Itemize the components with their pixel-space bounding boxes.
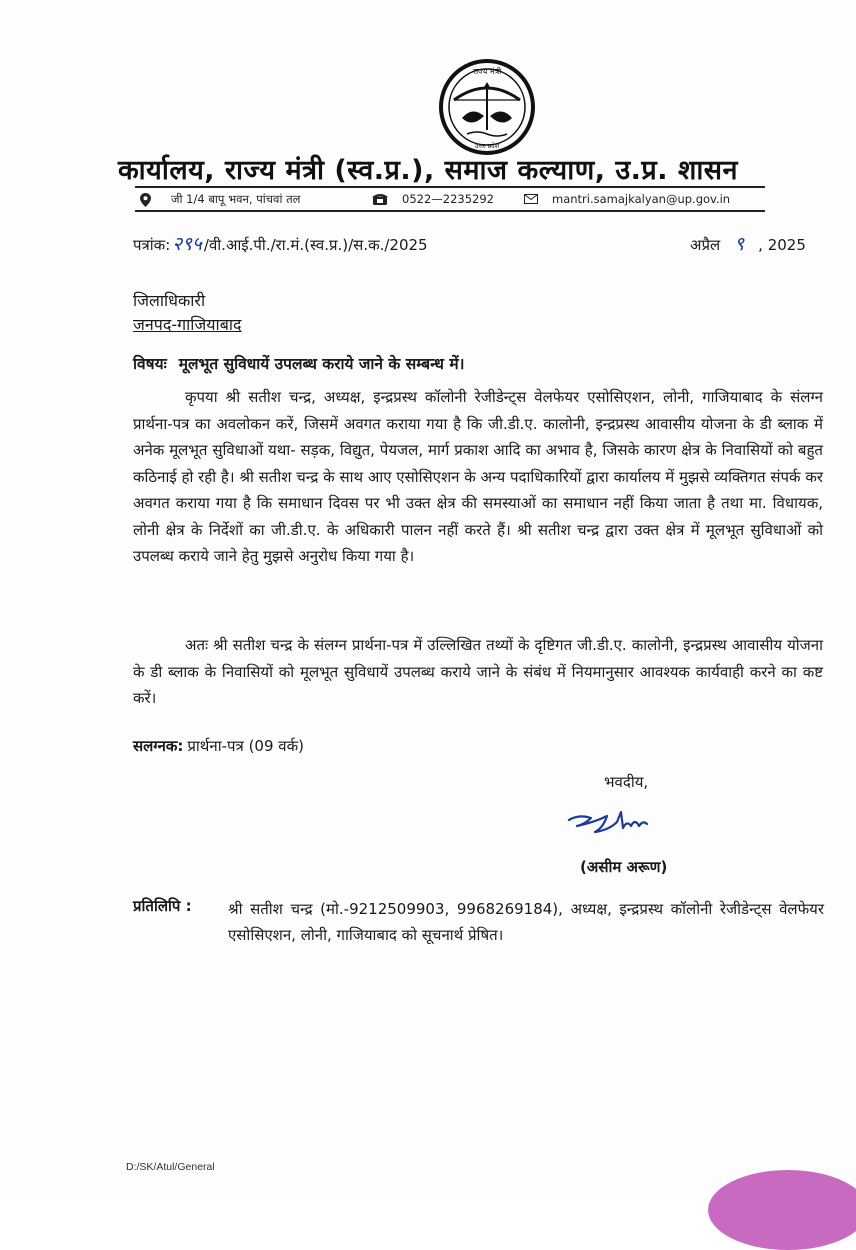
ref-suffix: /वी.आई.पी./रा.मं.(स्व.प्र.)/स.क./2025 — [203, 236, 428, 254]
office-email: mantri.samajkalyan@up.gov.in — [552, 192, 731, 206]
addressee-district: जनपद-गाजियाबाद — [133, 315, 242, 334]
address-item — [140, 192, 300, 207]
enclosure-label: सलग्नक: — [133, 737, 184, 755]
addressee-title: जिलाधिकारी — [133, 291, 206, 310]
handwritten-signature — [565, 800, 695, 840]
reference-number — [133, 230, 428, 256]
phone-item — [372, 192, 494, 206]
office-phone: 0522—2235292 — [402, 192, 494, 206]
ref-handwritten-number: २९५ — [172, 233, 202, 255]
telephone-icon — [372, 193, 388, 205]
email-item — [524, 192, 730, 206]
date-month: अप्रैल — [690, 236, 721, 254]
body-paragraph-1: कृपया श्री सतीश चन्द्र, अध्यक्ष, इन्द्रप्रस्थ कॉलोनी रेजीडेन्ट्स वेलफेयर एसोसिएशन, लोनी, गाजियाबाद के संलग्न प्रार्थना-पत्र का अवलोकन करें, जिसमें अवगत कराया गया है कि जी.डी.ए. कालोनी, इन्द्रप्रस्थ आवासीय योजना के डी ब्लाक में अनेक मूलभूत सुविधाओं यथा- सड़क, विद्युत, पेयजल, मार्ग प्रकाश आदि का अभाव है, जिसके कारण क्षेत्र के निवासियों को बहुत कठिनाई हो रही है। श्री सतीश चन्द्र के साथ आए एसोसिएशन के अन्य पदाधिकारियों द्वारा कार्यालय में मुझसे व्यक्तिगत संपर्क कर अवगत कराया गया है कि समाधान दिवस पर भी उक्त क्षेत्र की समस्याओं का समाधान नहीं किया जाता है तथा मा. विधायक, लोनी क्षेत्र के निर्देशों का जी.डी.ए. के अधिकारी पालन नहीं करते हैं। श्री सतीश चन्द्र द्वारा उक्त क्षेत्र में मूलभूत सुविधाओं को उपलब्ध कराये जाने हेतु मुझसे अनुरोध किया गया है। — [133, 388, 823, 565]
emblem-bottom-text: उत्तर प्रदेश — [474, 142, 500, 150]
office-address: जी 1/4 बापू भवन, पांचवां तल — [171, 192, 301, 206]
ref-label: पत्रांक: — [133, 236, 171, 254]
date-day-handwritten: ९ — [734, 233, 745, 255]
emblem-top-text: राज्य मंत्री — [472, 67, 502, 76]
date-year: , 2025 — [758, 236, 806, 254]
subject-line — [133, 352, 464, 374]
copy-recipient-text: श्री सतीश चन्द्र (मो.-9212509903, 9968269184), अध्यक्ष, इन्द्रप्रस्थ कॉलोनी रेजीडेन्ट्स वेलफेयर एसोसिएशन, लोनी, गाजियाबाद को सूचनार्थ प्रेषित। — [228, 900, 824, 944]
header-bottom-rule — [135, 210, 765, 212]
enclosure-line — [133, 736, 304, 756]
closing-salutation: भवदीय, — [604, 773, 649, 791]
location-pin-icon — [140, 193, 151, 207]
letter-date — [690, 230, 806, 256]
contact-bar — [140, 190, 765, 210]
header-top-rule — [135, 186, 765, 188]
signatory-name: (असीम अरूण) — [580, 858, 668, 876]
envelope-icon — [524, 194, 538, 204]
file-path-footer: D:/SK/Atul/General — [126, 1161, 215, 1173]
up-government-emblem-icon — [432, 58, 542, 156]
office-title: कार्यालय, राज्य मंत्री (स्व.प्र.), समाज कल्याण, उ.प्र. शासन — [117, 155, 739, 186]
subject-text: मूलभूत सुविधायें उपलब्ध कराये जाने के सम्बन्ध में। — [178, 355, 465, 373]
enclosure-text: प्रार्थना-पत्र (09 वर्क) — [187, 737, 304, 755]
copy-label: प्रतिलिपि : — [133, 897, 192, 915]
subject-label: विषयः — [133, 355, 167, 373]
body-paragraph-2: अतः श्री सतीश चन्द्र के संलग्न प्रार्थना-पत्र में उल्लिखित तथ्यों के दृष्टिगत जी.डी.ए. कालोनी, इन्द्रप्रस्थ आवासीय योजना के डी ब्लाक के निवासियों को मूलभूत सुविधायें उपलब्ध कराये जाने के संबंध में नियमानुसार आवश्यक कार्यवाही करने का कष्ट करें। — [133, 636, 823, 707]
corner-overlay-button[interactable] — [708, 1170, 856, 1250]
